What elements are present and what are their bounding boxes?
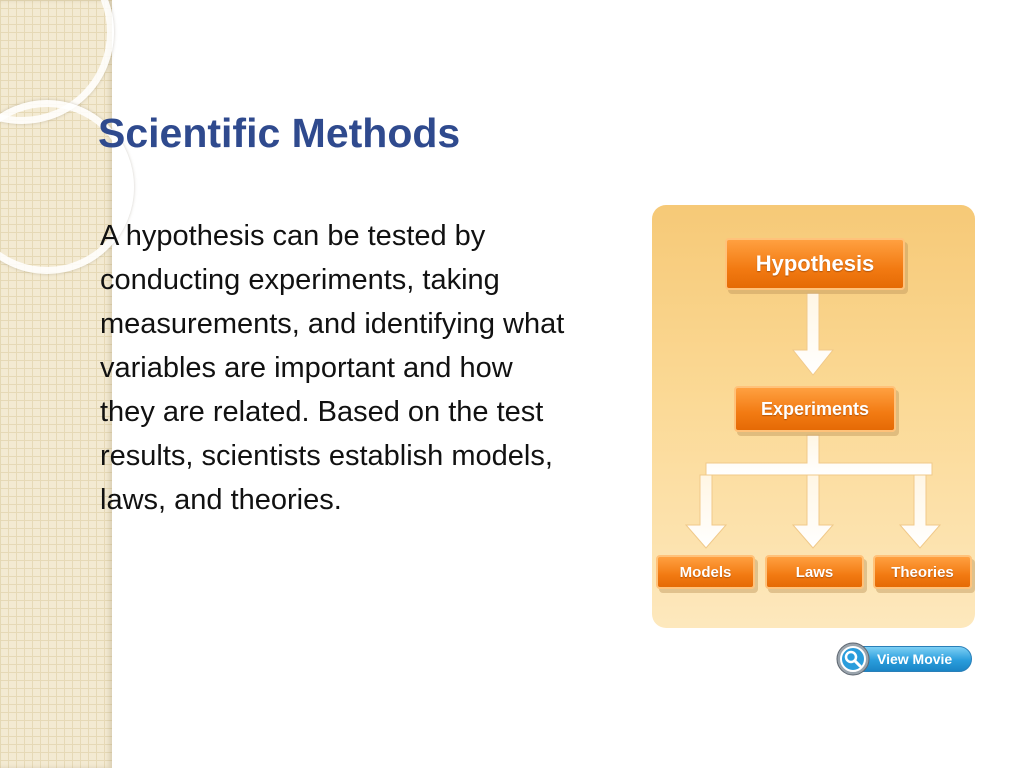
laws-box: Laws (765, 555, 864, 589)
branch-connector (706, 435, 932, 475)
decorative-sidebar (0, 0, 112, 768)
experiments-box: Experiments (734, 386, 896, 432)
slide-body-text: A hypothesis can be tested by conducting experiments, taking measurements, and identifying what variables are important and how they are related. Based on the test results, scientists establish models, laws, and theories. (100, 220, 565, 516)
arrow-down-icon (900, 475, 940, 548)
slide-title: Scientific Methods (98, 110, 461, 156)
arrow-down-icon (793, 475, 833, 548)
arrow-down-icon (793, 293, 833, 375)
theories-box: Theories (873, 555, 972, 589)
hypothesis-box: Hypothesis (725, 238, 905, 290)
view-movie-button[interactable] (836, 642, 974, 676)
magnifier-icon (836, 642, 870, 676)
scientific-method-diagram (652, 205, 975, 628)
arrow-down-icon (686, 475, 726, 548)
models-box: Models (656, 555, 755, 589)
view-movie-label: View Movie (850, 646, 972, 672)
